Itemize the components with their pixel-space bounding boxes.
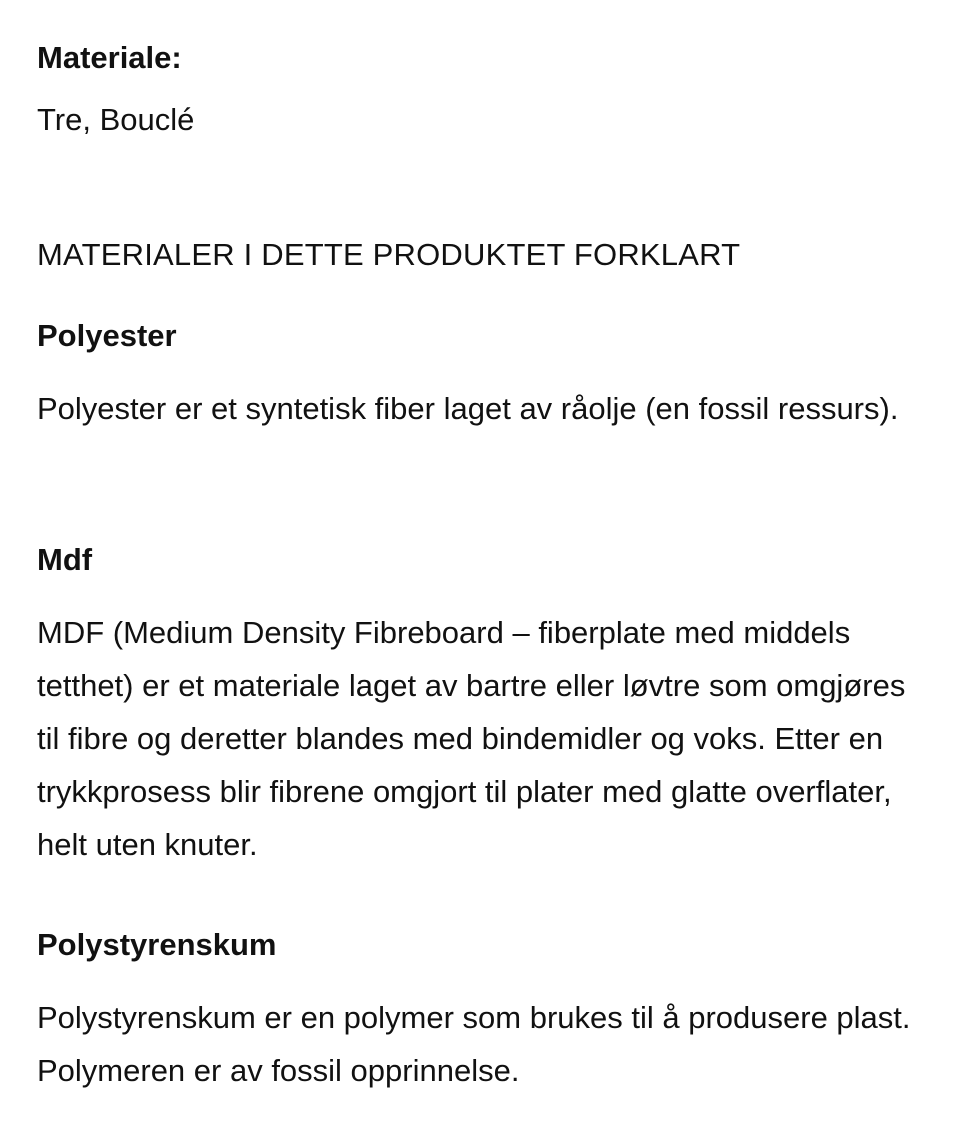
material-title-polystyrenskum: Polystyrenskum xyxy=(37,927,277,962)
materials-explained-heading: MATERIALER I DETTE PRODUKTET FORKLART xyxy=(37,237,741,272)
material-description-polyester: Polyester er et syntetisk fiber laget av råolje (en fossil ressurs). xyxy=(37,391,899,426)
material-title-mdf: Mdf xyxy=(37,542,93,577)
material-label: Materiale: xyxy=(37,40,182,75)
material-value: Tre, Bouclé xyxy=(37,102,195,137)
material-description-mdf: MDF (Medium Density Fibreboard – fiberplate med middels tetthet) er et materiale laget av bartre eller løvtre som omgjøres til fibre og deretter blandes med bindemidler og voks. Etter en trykkprosess blir fibrene omgjort til plater med glatte overflater, helt uten knuter. xyxy=(37,615,906,862)
material-title-polyester: Polyester xyxy=(37,318,177,353)
material-description-polystyrenskum: Polystyrenskum er en polymer som brukes til å produsere plast. Polymeren er av fossil opprinnelse. xyxy=(37,1000,911,1088)
